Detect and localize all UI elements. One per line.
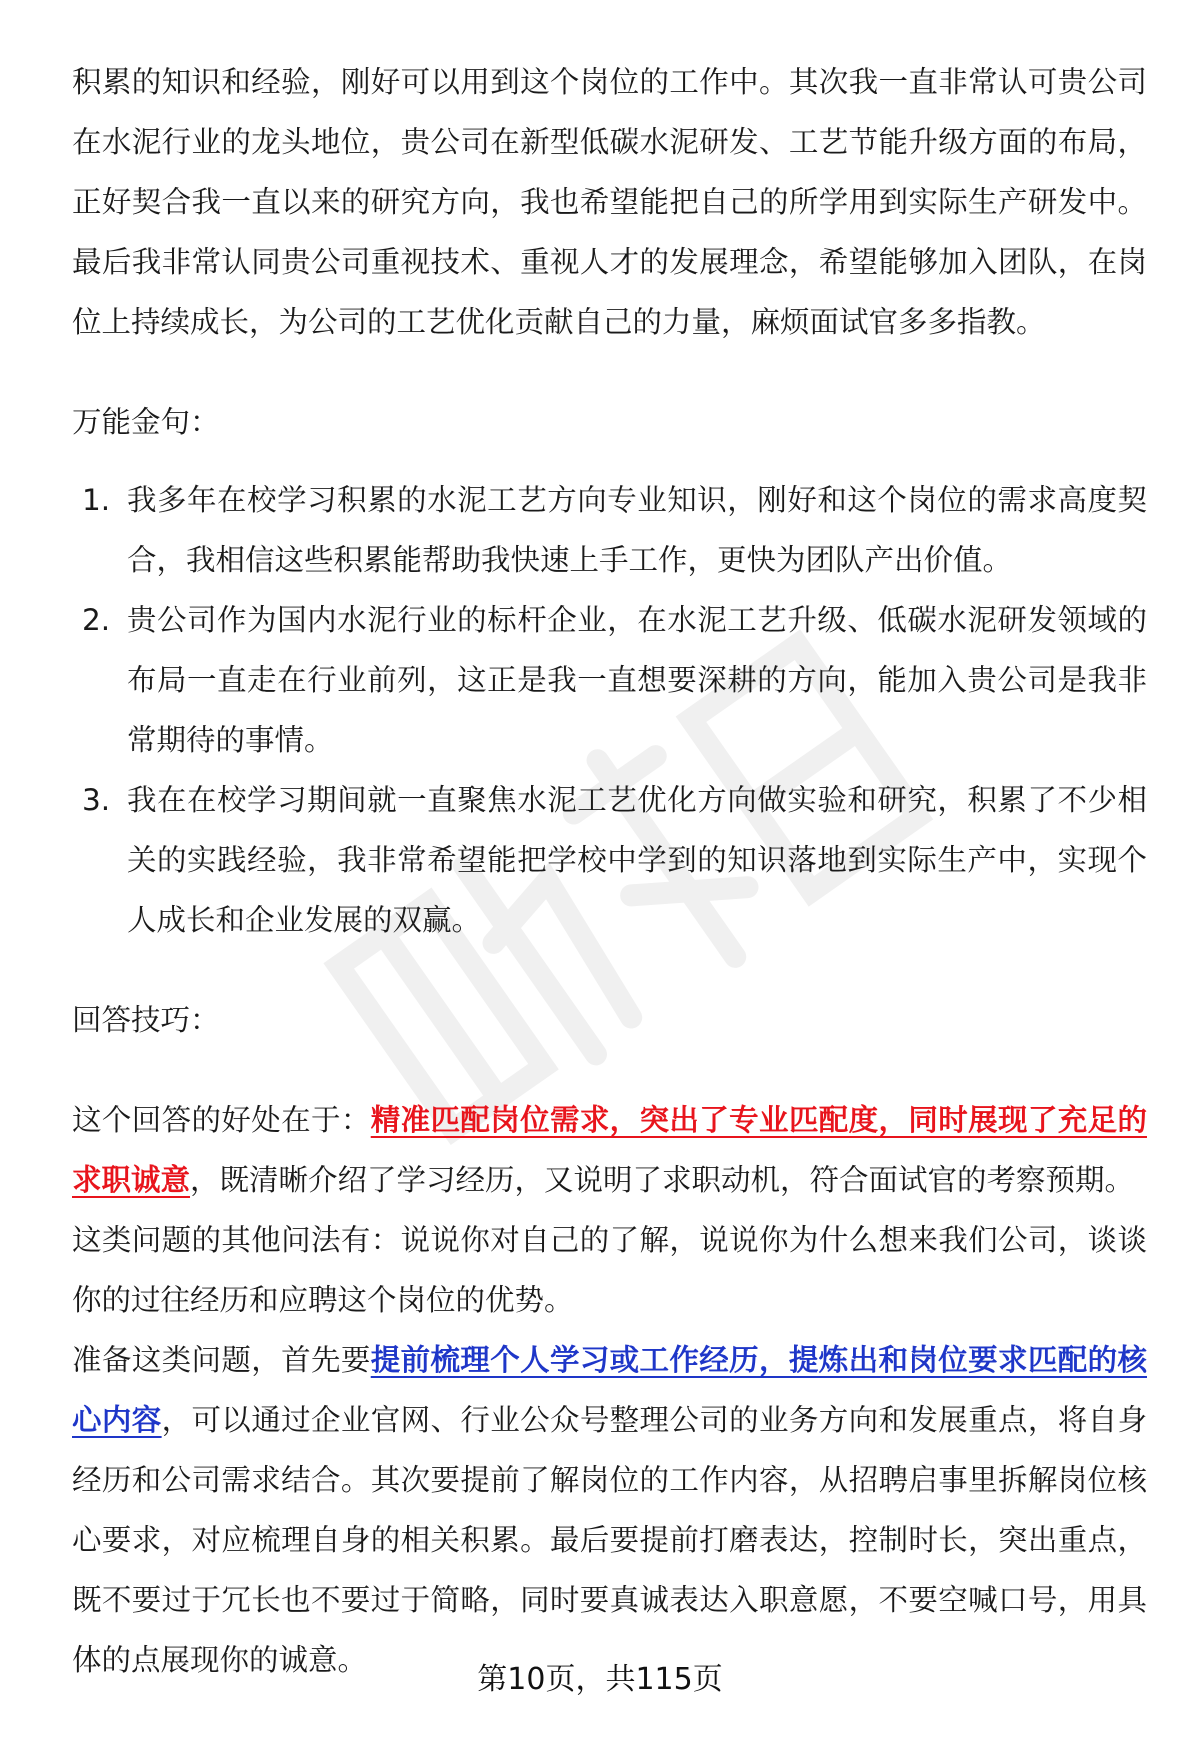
- page-footer: 第10页，共115页: [477, 1662, 723, 1697]
- list-item-text: 我多年在校学习积累的水泥工艺方向专业知识，刚好和这个岗位的需求高度契合，我相信这些积累能帮助我快速上手工作，更快为团队产出价值。: [127, 483, 1147, 577]
- tips-prep-highlight: 提前梳理个人学习或工作经历，提炼出和岗位要求匹配的核心内容: [72, 1343, 1147, 1437]
- tips-benefit-prefix: 这个回答的好处在于：: [72, 1103, 371, 1137]
- tips-prep-suffix: ，可以通过企业官网、行业公众号整理公司的业务方向和发展重点，将自身经历和公司需求结合。其次要提前了解岗位的工作内容，从招聘启事里拆解岗位核心要求，对应梳理自身的相关积累。最后要提前打磨表达，控制时长，突出重点，既不要过于冗长也不要过于简略，同时要真诚表达入职意愿，不要空喊口号，用具体的点展现你的诚意。: [72, 1403, 1147, 1677]
- list-item-text: 贵公司作为国内水泥行业的标杆企业，在水泥工艺升级、低碳水泥研发领域的布局一直走在行业前列，这正是我一直想要深耕的方向，能加入贵公司是我非常期待的事情。: [127, 603, 1147, 757]
- list-item: [72, 590, 1147, 770]
- list-item-number: 3.: [82, 783, 111, 817]
- tips-benefit-highlight: 精准匹配岗位需求，突出了专业匹配度，同时展现了充足的求职诚意: [72, 1103, 1147, 1197]
- document-page: [72, 52, 1147, 1690]
- tips-paragraph-alternatives: 这类问题的其他问法有：说说你对自己的了解，说说你为什么想来我们公司，谈谈你的过往经历和应聘这个岗位的优势。: [72, 1223, 1147, 1317]
- list-item: [72, 770, 1147, 950]
- list-item-number: 2.: [82, 603, 111, 637]
- golden-sentences-heading: 万能金句：: [72, 405, 220, 439]
- golden-sentences-list: [72, 470, 1147, 950]
- intro-paragraph: 积累的知识和经验，刚好可以用到这个岗位的工作中。其次我一直非常认可贵公司在水泥行业的龙头地位，贵公司在新型低碳水泥研发、工艺节能升级方面的布局，正好契合我一直以来的研究方向，我也希望能把自己的所学用到实际生产研发中。最后我非常认同贵公司重视技术、重视人才的发展理念，希望能够加入团队，在岗位上持续成长，为公司的工艺优化贡献自己的力量，麻烦面试官多多指教。: [72, 65, 1147, 339]
- list-item-number: 1.: [82, 483, 111, 517]
- tips-benefit-suffix: ，既清晰介绍了学习经历，又说明了求职动机，符合面试官的考察预期。: [190, 1163, 1135, 1197]
- tips-paragraph-preparation: [72, 1330, 1147, 1690]
- list-item: [72, 470, 1147, 590]
- tips-paragraph-benefit: [72, 1090, 1147, 1210]
- answer-tips-heading: 回答技巧：: [72, 1003, 220, 1037]
- list-item-text: 我在在校学习期间就一直聚焦水泥工艺优化方向做实验和研究，积累了不少相关的实践经验，我非常希望能把学校中学到的知识落地到实际生产中，实现个人成长和企业发展的双赢。: [127, 783, 1147, 937]
- tips-prep-prefix: 准备这类问题，首先要: [72, 1343, 371, 1377]
